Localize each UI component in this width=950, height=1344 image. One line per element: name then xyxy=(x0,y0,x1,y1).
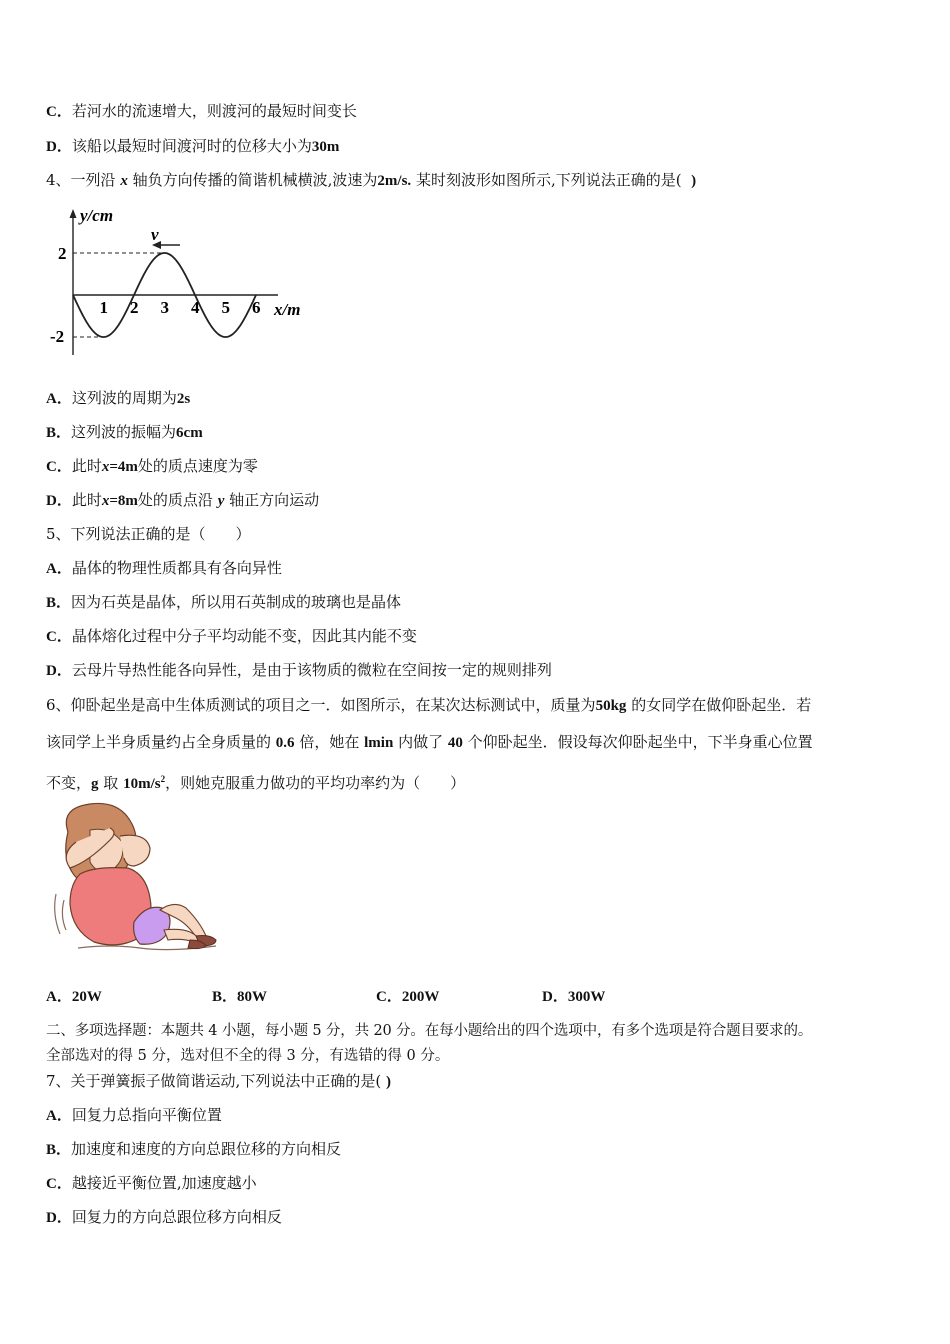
var-y: y xyxy=(217,493,225,509)
speed-value: 2m/s. xyxy=(377,173,412,189)
var-g: g xyxy=(91,776,99,792)
section-2-heading-line-1: 二、多项选择题：本题共 4 小题，每小题 5 分，共 20 分。在每小题给出的四个选项中，有多个选项是符合题目要求的。 xyxy=(46,1023,813,1039)
option-value: 6cm xyxy=(176,425,203,441)
q7-option-c[interactable] xyxy=(46,1173,257,1194)
q7-option-d[interactable] xyxy=(46,1207,282,1228)
q5-option-a[interactable] xyxy=(46,558,282,579)
option-text: 这列波的振幅为 xyxy=(71,423,177,441)
option-text: 晶体的物理性质都具有各向异性 xyxy=(71,559,282,577)
ratio-value: 0.6 xyxy=(275,735,295,751)
option-text: 该船以最短时间渡河时的位移大小为 xyxy=(71,137,312,155)
var-x: x xyxy=(101,459,110,475)
answer-paren: ) xyxy=(691,173,697,189)
q6-stem-line-3 xyxy=(46,769,465,794)
q4-option-c[interactable] xyxy=(46,456,258,477)
option-label: D． xyxy=(46,1210,72,1226)
var-x: x xyxy=(101,493,110,509)
option-label: A． xyxy=(46,391,72,407)
count-value: 40 xyxy=(447,735,463,751)
option-value: 20W xyxy=(71,989,102,1005)
option-label: C． xyxy=(46,629,72,645)
option-value: 300W xyxy=(567,989,606,1005)
option-text: 越接近平衡位置,加速度越小 xyxy=(71,1174,257,1192)
q7-option-a[interactable] xyxy=(46,1105,222,1126)
q5-option-c[interactable] xyxy=(46,626,417,647)
x-tick-label: 3 xyxy=(160,298,169,317)
q6-option-d[interactable] xyxy=(542,986,605,1007)
q5-stem xyxy=(46,524,251,544)
option-label: B． xyxy=(46,425,72,441)
option-label: D． xyxy=(46,663,72,679)
option-label: A． xyxy=(46,989,72,1005)
question-number: 7、 xyxy=(46,1072,71,1090)
option-value: =4m xyxy=(109,459,138,475)
option-value: 80W xyxy=(237,989,268,1005)
mass-value: 50kg xyxy=(595,698,627,714)
stem-text: 下列说法正确的是（ ） xyxy=(70,525,251,543)
stem-text: 该同学上半身质量约占全身质量的 xyxy=(46,733,272,751)
x-ticks xyxy=(100,298,261,317)
q3-option-d[interactable] xyxy=(46,136,339,157)
q4-option-d[interactable] xyxy=(46,490,319,511)
velocity-label: v xyxy=(151,225,159,244)
time-value: lmin xyxy=(364,735,394,751)
option-text: 加速度和速度的方向总跟位移的方向相反 xyxy=(71,1140,342,1158)
question-number: 6、 xyxy=(46,696,71,714)
q6-option-c[interactable] xyxy=(376,986,439,1007)
option-value: =8m xyxy=(109,493,138,509)
q4-stem xyxy=(46,170,696,191)
y-tick-label: 2 xyxy=(58,244,67,263)
option-label: C． xyxy=(46,459,72,475)
x-axis-label: x/m xyxy=(274,300,301,319)
option-text: 此时 xyxy=(71,491,102,509)
superscript: 2 xyxy=(160,774,166,784)
option-text: 晶体熔化过程中分子平均动能不变，因此其内能不变 xyxy=(71,627,417,645)
q5-option-d[interactable] xyxy=(46,660,552,681)
stem-text: 轴负方向传播的简谐机械横波,波速为 xyxy=(132,171,378,189)
option-label: D． xyxy=(542,989,568,1005)
option-text: 处的质点沿 xyxy=(137,491,213,509)
x-tick-label: 2 xyxy=(130,298,139,317)
option-text: 云母片导热性能各向异性，是由于该物质的微粒在空间按一定的规则排列 xyxy=(71,661,552,679)
option-text: 因为石英是晶体，所以用石英制成的玻璃也是晶体 xyxy=(71,593,402,611)
x-tick-label: 4 xyxy=(191,298,200,317)
stem-text: 某时刻波形如图所示,下列说法正确的是( xyxy=(415,171,682,189)
stem-text: 倍，她在 xyxy=(299,733,360,751)
stem-text: ，则她克服重力做功的平均功率约为（ ） xyxy=(165,774,466,792)
option-text: 若河水的流速增大，则渡河的最短时间变长 xyxy=(71,102,357,120)
option-label: B． xyxy=(46,595,72,611)
option-value: 30m xyxy=(311,139,340,155)
wave-graph xyxy=(46,205,316,365)
q6-stem-line-2 xyxy=(46,732,813,753)
question-number: 5、 xyxy=(46,525,71,543)
option-label: C． xyxy=(46,104,72,120)
option-value: 2s xyxy=(176,391,191,407)
var-x: x xyxy=(120,173,128,189)
option-label: B． xyxy=(46,1142,72,1158)
q4-option-a[interactable] xyxy=(46,388,190,409)
q6-stem-line-1 xyxy=(46,695,811,716)
y-axis-label: y/cm xyxy=(80,206,114,225)
option-text: 回复力的方向总跟位移方向相反 xyxy=(71,1208,282,1226)
stem-text: 取 xyxy=(103,774,119,792)
option-text: 此时 xyxy=(71,457,102,475)
q7-stem xyxy=(46,1071,391,1092)
answer-paren: ) xyxy=(385,1074,391,1090)
section-2-heading-line-2: 全部选对的得 5 分，选对但不全的得 3 分，有选错的得 0 分。 xyxy=(46,1048,450,1064)
option-label: A． xyxy=(46,561,72,577)
g-value: 10m/s xyxy=(123,776,161,792)
q7-option-b[interactable] xyxy=(46,1139,341,1160)
x-tick-label: 1 xyxy=(99,298,108,317)
stem-text: 内做了 xyxy=(398,733,444,751)
q5-option-b[interactable] xyxy=(46,592,401,613)
stem-text: 的女同学在做仰卧起坐．若 xyxy=(631,696,812,714)
stem-text: 一列沿 xyxy=(70,171,116,189)
option-text: 回复力总指向平衡位置 xyxy=(71,1106,222,1124)
x-tick-label: 5 xyxy=(221,298,230,317)
stem-text: 关于弹簧振子做简谐运动,下列说法中正确的是( xyxy=(70,1072,382,1090)
q4-option-b[interactable] xyxy=(46,422,203,443)
stem-text: 仰卧起坐是高中生体质测试的项目之一．如图所示，在某次达标测试中，质量为 xyxy=(70,696,596,714)
stem-text: 个仰卧起坐．假设每次仰卧起坐中，下半身重心位置 xyxy=(467,733,813,751)
y-axis-arrow-icon xyxy=(70,209,77,218)
x-tick-label: 6 xyxy=(252,298,261,317)
option-label: A． xyxy=(46,1108,72,1124)
option-label: C． xyxy=(376,989,402,1005)
option-label: D． xyxy=(46,139,72,155)
q6-option-b[interactable] xyxy=(212,986,267,1007)
stem-text: 不变， xyxy=(46,774,92,792)
option-label: D． xyxy=(46,493,72,509)
situp-girl-illustration xyxy=(50,802,222,954)
option-label: C． xyxy=(46,1176,72,1192)
option-value: 200W xyxy=(401,989,440,1005)
option-text: 轴正方向运动 xyxy=(229,491,320,509)
question-number: 4、 xyxy=(46,171,71,189)
q6-option-a[interactable] xyxy=(46,986,102,1007)
option-text: 这列波的周期为 xyxy=(71,389,177,407)
option-label: B． xyxy=(212,989,238,1005)
y-tick-label: -2 xyxy=(50,327,65,346)
q3-option-c[interactable] xyxy=(46,101,357,122)
option-text: 处的质点速度为零 xyxy=(137,457,258,475)
